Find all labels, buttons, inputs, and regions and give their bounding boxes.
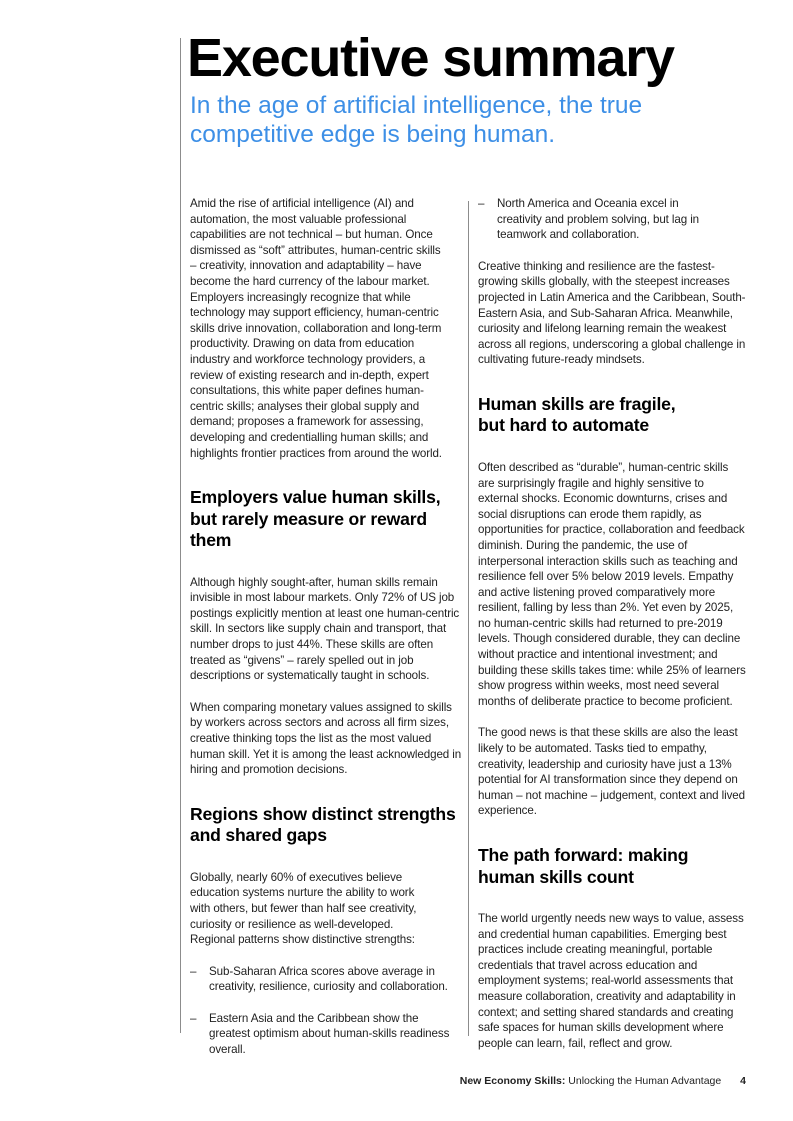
paragraph-growth: Creative thinking and resilience are the fastest-growing skills globally, with the steepest increases projected in Latin America and the Caribbean, South-Eastern Asia, and Sub-Saharan Africa. Meanwhile, curiosity and lifelong learning remain the weakest across all regions, underscoring a global challenge in cultivating future-ready mindsets. (478, 259, 746, 367)
regions-bullet-list-continued (478, 196, 718, 243)
intro-paragraph: Amid the rise of artificial intelligence (AI) and automation, the most valuable professional capabilities are not technical – but human. Once dismissed as “soft” attributes, human-centric skills – creativity, innovation and adaptability – have become the hard currency of the labour market. Employers increasingly recognize that while technology may support efficiency, human-centric skills drive innovation, collaboration and long-term productivity. Drawing on data from education industry and workforce technology providers, a review of existing research and in-depth, expert consultations, this white paper defines human-centric skills; analyses their global supply and demand; proposes a framework for assessing, developing and credentialling human skills; and highlights frontier practices from around the world. (190, 197, 442, 460)
section-heading-regions: Regions show distinct strengths and shared gaps (190, 803, 456, 846)
list-item (478, 196, 718, 243)
paragraph-regions-1: Globally, nearly 60% of executives believe education systems nurture the ability to work with others, but fewer than half see creativity, curiosity or resilience as well-developed. Regional patterns show distinctive strengths: (190, 870, 417, 947)
dash-bullet: – (478, 197, 485, 210)
bullet-text: Sub-Saharan Africa scores above average in creativity, resilience, curiosity and collaboration. (209, 964, 448, 994)
section-heading-fragile: Human skills are fragile, but hard to automate (478, 393, 676, 436)
paragraph-employers-2: When comparing monetary values assigned to skills by workers across sectors and across all firm sizes, creative thinking tops the list as the most valued human skill. Yet it is among the least acknowledged in hiring and promotion decisions. (190, 700, 462, 777)
section-heading-path-forward: The path forward: making human skills count (478, 845, 689, 887)
left-column (190, 196, 462, 1058)
dash-bullet: – (190, 964, 197, 978)
bullet-text: North America and Oceania excel in creativity and problem solving, but lag in teamwork and collaboration. (497, 197, 700, 242)
footer-report-subtitle: Unlocking the Human Advantage (568, 1075, 722, 1087)
paragraph-employers-1: Although highly sought-after, human skills remain invisible in most labour markets. Only 72% of US job postings explicitly mention at least one human-centric skill. In sectors like supply chain and transport, that number drops to just 44%. These skills are often treated as “givens” – rarely spelled out in job descriptions or systematically taught in schools. (190, 575, 460, 683)
page-title: Executive summary (187, 28, 674, 88)
page-subtitle: In the age of artificial intelligence, the true competitive edge is being human. (190, 92, 643, 148)
right-column (478, 196, 746, 1051)
regions-bullet-list (190, 964, 462, 1058)
paragraph-fragile-2: The good news is that these skills are also the least likely to be automated. Tasks tied to empathy, creativity, leadership and curiosity have just a 13% potential for AI transformation since they depend on human – not machine – judgement, context and lived experience. (478, 726, 745, 818)
list-item (190, 1011, 462, 1058)
footer-report-title: New Economy Skills: (459, 1075, 566, 1087)
paragraph-path-forward: The world urgently needs new ways to value, assess and credential human capabilities. Emerging best practices include creating meaningful, portable credentials that travel across education and employment systems; real-world assessments that measure collaboration, creativity and adaptability in context; and setting shared standards and creating safe spaces for human skills development where people can learn, fail, reflect and grow. (478, 912, 744, 1050)
bullet-text: Eastern Asia and the Caribbean show the greatest optimism about human-skills readiness overall. (209, 1011, 450, 1057)
paragraph-fragile-1: Often described as “durable”, human-centric skills are surprisingly fragile and highly sensitive to external shocks. Economic downturns, crises and social disruptions can erode them rapidly, as opportunities for practice, collaboration and feedback diminish. During the pandemic, the use of interpersonal interaction skills such as teaching and resilience fell over 5% below 2019 levels. Empathy and active listening proved comparatively more resilient, falling by less than 2%. Yet even by 2025, no human-centric skills had returned to pre-2019 levels. Though considered durable, they can decline without practice and intentional investment; and building these skills takes time: while 25% of learners show progress within weeks, most need several months of deliberate practice to become proficient. (478, 460, 746, 708)
list-item (190, 964, 462, 995)
column-rule-left (180, 38, 181, 1033)
page-footer (460, 1075, 746, 1087)
dash-bullet: – (190, 1011, 197, 1025)
column-rule-right (468, 201, 469, 1036)
page-number: 4 (740, 1075, 746, 1087)
section-heading-employers: Employers value human skills, but rarely measure or reward them (190, 487, 441, 551)
